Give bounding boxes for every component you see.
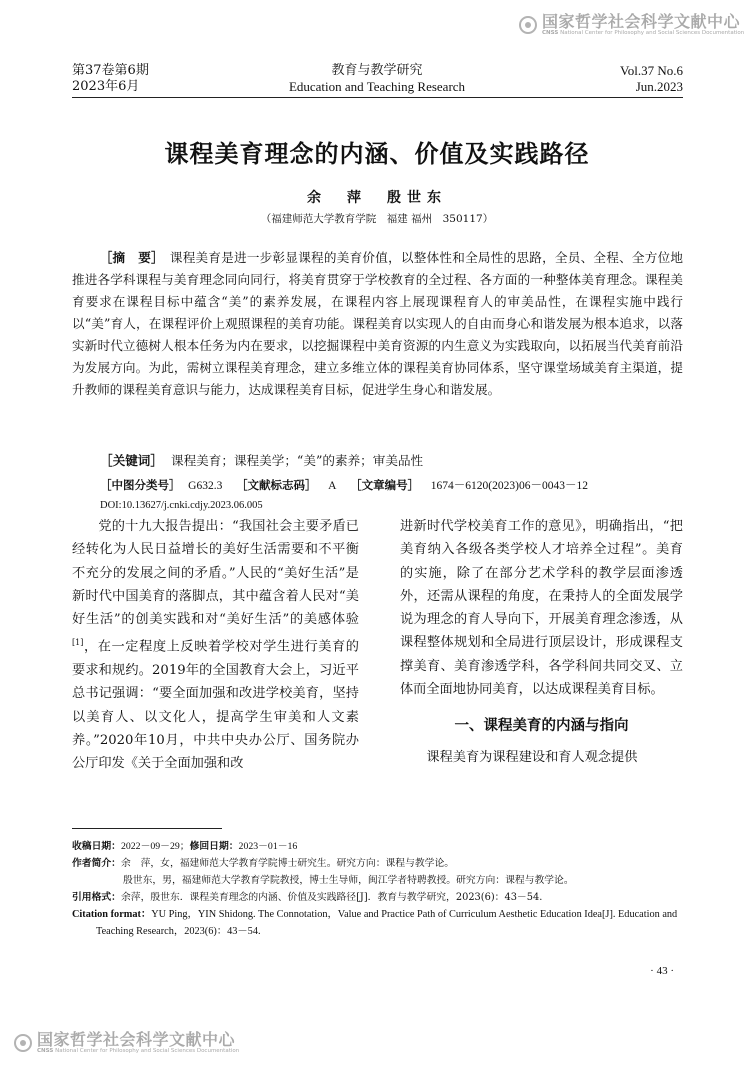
body-left-column	[72, 515, 359, 776]
keywords	[100, 451, 423, 471]
page-number: · 43 ·	[650, 965, 674, 977]
citation-ref: [1]	[72, 638, 84, 648]
author-bio-1: 作者简介：余 萍，女，福建师范大学教育学院博士研究生。研究方向：课程与教学论。	[72, 858, 455, 869]
classification	[100, 476, 588, 495]
watermark-top	[519, 13, 744, 37]
footnotes	[72, 838, 683, 940]
article-no-label: ［文章编号］	[350, 478, 420, 492]
clc-label: ［中图分类号］	[100, 478, 181, 492]
journal-cn: 教育与教学研究	[331, 63, 423, 78]
watermark-prefix: CNSS	[542, 30, 559, 36]
citation-cn: 引用格式：余萍，殷世东．课程美育理念的内涵、价值及实践路径[J]．教育与教学研究，2023(6)：43－54.	[72, 892, 543, 903]
affiliation: （福建师范大学教育学院 福建 福州 350117）	[260, 213, 494, 225]
header-rule	[72, 97, 683, 98]
section-heading: 一、课程美育的内涵与指向	[454, 717, 629, 735]
footnote-rule	[72, 828, 222, 829]
body-paragraph: 课程美育为课程建设和育人观念提供	[426, 749, 638, 765]
author-bio-2: 殷世东，男，福建师范大学教育学院教授，博士生导师，闽江学者特聘教授。研究方向：课程与教学论。	[123, 875, 574, 886]
abstract-label: ［摘 要］	[99, 250, 164, 265]
watermark-zh: 国家哲学社会科学文献中心	[37, 1030, 236, 1049]
date-en: Jun.2023	[635, 79, 683, 94]
volume-en: Vol.37 No.6	[620, 63, 683, 78]
dates-line: 收稿日期：2022－09－29；修回日期：2023－01－16	[72, 841, 298, 852]
abstract-text: 课程美育是进一步彰显课程的美育价值，以整体性和全局性的思路，全员、全程、全方位地推进各学科课程与美育理念同向同行，将美育贯穿于学校教育的全过程、各方面的一种整体美育理念。课程美育要求在课程目标中蕴含“美”的素养发展，在课程内容上展现课程育人的审美品性，在课程实施中践行以“美”育人，在课程评价上观照课程的美育功能。课程美育以实现人的自由而身心和谐发展为根本追求，以落实新时代立德树人根本任务为内在要求，以挖掘课程中美育资源的内生意义为实践取向，以拓展当代美育前沿为发展方向。为此，需树立课程美育理念，建立多维立体的课程美育协同体系，坚守课堂场域美育主渠道，提升教师的课程美育意识与能力，达成课程美育目标，促进学生身心和谐发展。	[72, 250, 684, 397]
keywords-label: ［关键词］	[100, 453, 163, 468]
authors: 余 萍 殷世东	[307, 190, 447, 206]
doc-code: A	[328, 480, 337, 492]
cnss-logo-icon	[14, 1034, 32, 1052]
article-no: 1674－6120(2023)06－0043－12	[430, 480, 588, 492]
doi: DOI:10.13627/j.cnki.cdjy.2023.06.005	[100, 500, 263, 511]
watermark-bottom	[14, 1031, 239, 1055]
abstract	[72, 247, 683, 401]
journal-en: Education and Teaching Research	[288, 79, 466, 94]
watermark-en: National Center for Philosophy and Social Sciences Documentation	[55, 1048, 240, 1054]
body-paragraph: 党的十九大报告提出：“我国社会主要矛盾已经转化为人民日益增长的美好生活需要和不平衡不充分的发展之间的矛盾。”人民的“美好生活”是新时代中国美育的落脚点，其中蕴含着人民对“美好生活”的创美实践和对“美好生活”的美感体验[1]，在一定程度上反映着学校对学生进行美育的要求和规约。2019年的全国教育大会上，习近平总书记强调：“要全面加强和改进学校美育，坚持以美育人、以文化人，提高学生审美和人文素养。”2020年10月，中共中央办公厅、国务院办公厅印发《关于全面加强和改	[72, 519, 359, 772]
article-title: 课程美育理念的内涵、价值及实践路径	[164, 140, 590, 168]
clc-code: G632.3	[188, 480, 223, 492]
volume-cn: 第37卷第6期	[72, 63, 149, 78]
watermark-prefix: CNSS	[37, 1048, 54, 1054]
citation-en: Citation format：YU Ping，YIN Shidong. The Connotation，Value and Practice Path of Curriculum Aesthetic Education Idea[J]. Education and Teaching Research，2023(6)：43－54.	[72, 909, 678, 937]
keywords-text: 课程美育；课程美学；“美”的素养；审美品性	[170, 453, 424, 468]
date-cn: 2023年6月	[72, 79, 140, 94]
watermark-en: National Center for Philosophy and Social Sciences Documentation	[560, 30, 745, 36]
header-right	[620, 63, 683, 95]
watermark-zh: 国家哲学社会科学文献中心	[542, 12, 741, 31]
body-right-column	[400, 515, 683, 769]
doc-label: ［文献标志码］	[236, 478, 317, 492]
cnss-logo-icon	[519, 16, 537, 34]
body-paragraph: 进新时代学校美育工作的意见》，明确指出，“把美育纳入各级各类学校人才培养全过程”。美育的实施，除了在部分艺术学科的教学层面渗透外，还需从课程的角度，在秉持人的全面发展学说为理念的育人导向下，开展美育理念渗透，从课程整体规划和全局进行顶层设计，形成课程支撑美育、美育渗透学科，各学科间共同交叉、立体而全面地协同美育，以达成课程美育目标。	[400, 519, 683, 698]
